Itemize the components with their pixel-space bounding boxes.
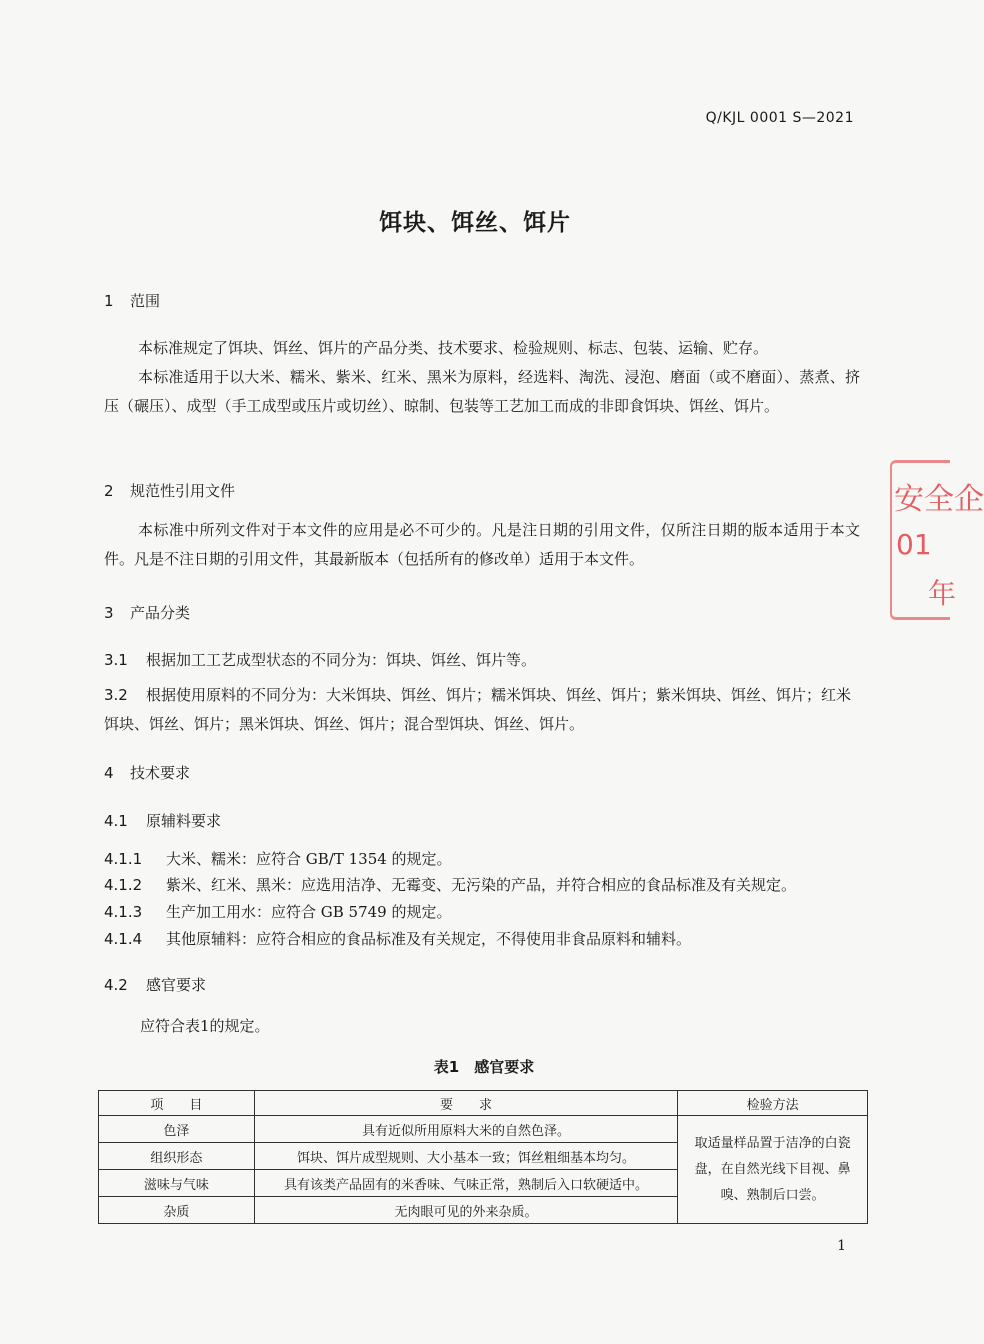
- table-cell-method: 取适量样品置于洁净的白瓷盘，在自然光线下目视、鼻嗅、熟制后口尝。: [678, 1116, 868, 1224]
- section-1-heading: [104, 290, 160, 311]
- standard-code: Q/KJL 0001 S—2021: [705, 110, 854, 126]
- clause-4-1-3: [104, 898, 864, 927]
- stamp-text: 01: [896, 528, 932, 561]
- section-title: 技术要求: [130, 764, 191, 782]
- section-title: 范围: [130, 292, 161, 310]
- clause-4-1-2: [104, 871, 864, 900]
- clause-number: 3.1: [104, 651, 128, 669]
- section-title: 原辅料要求: [146, 812, 222, 830]
- table-cell-requirement: 具有近似所用原料大米的自然色泽。: [254, 1116, 677, 1143]
- document-title: 饵块、饵丝、饵片: [379, 210, 571, 236]
- table-cell-requirement: 无肉眼可见的外来杂质。: [254, 1197, 677, 1224]
- clause-4-1-4: [104, 925, 864, 954]
- table-header-row: [99, 1091, 868, 1116]
- page-number: 1: [837, 1238, 846, 1254]
- table-cell-requirement: 饵块、饵片成型规则、大小基本一致；饵丝粗细基本均匀。: [254, 1143, 677, 1170]
- section-number: 4.2: [104, 976, 128, 994]
- red-stamp: [890, 460, 984, 620]
- clause-4-1-1: [104, 845, 864, 874]
- clause-number: 4.1.4: [104, 930, 143, 948]
- stamp-text: 安全企: [894, 482, 984, 517]
- clause-text: 根据加工工艺成型状态的不同分为：饵块、饵丝、饵片等。: [146, 651, 537, 669]
- section-4-2-heading: [104, 974, 206, 995]
- table-row: [99, 1116, 868, 1143]
- section-title: 产品分类: [130, 604, 191, 622]
- section-2-heading: [104, 480, 235, 501]
- paragraph: 本标准适用于以大米、糯米、紫米、红米、黑米为原料，经选料、淘洗、浸泡、磨面（或不磨面）、蒸煮、挤压（碾压）、成型（手工成型或压片或切丝）、晾制、包装等工艺加工而成的非即食饵块、饵丝、饵片。: [104, 368, 860, 415]
- clause-text: 大米、糯米：应符合 GB/T 1354 的规定。: [166, 850, 452, 868]
- table-caption: 表1 感官要求: [433, 1058, 535, 1076]
- clause-number: 4.1.3: [104, 903, 143, 921]
- table-cell-item: 杂质: [99, 1197, 255, 1224]
- table-cell-item: 组织形态: [99, 1143, 255, 1170]
- table-header-cell: 项 目: [99, 1091, 255, 1116]
- paragraph: 本标准规定了饵块、饵丝、饵片的产品分类、技术要求、检验规则、标志、包装、运输、贮存。: [138, 339, 769, 357]
- section-3-heading: [104, 602, 190, 623]
- table-cell-item: 滋味与气味: [99, 1170, 255, 1197]
- clause-number: 3.2: [104, 686, 128, 704]
- table-cell-item: 色泽: [99, 1116, 255, 1143]
- section-4-1-heading: [104, 810, 221, 831]
- table-header-cell: 检验方法: [678, 1091, 868, 1116]
- clause-text: 生产加工用水：应符合 GB 5749 的规定。: [166, 903, 452, 921]
- section-number: 4: [104, 764, 114, 782]
- clause-3-1: [104, 646, 864, 675]
- clause-text: 其他原辅料：应符合相应的食品标准及有关规定，不得使用非食品原料和辅料。: [166, 930, 692, 948]
- table-header-cell: 要 求: [254, 1091, 677, 1116]
- section-number: 4.1: [104, 812, 128, 830]
- clause-text: 紫米、红米、黑米：应选用洁净、无霉变、无污染的产品，并符合相应的食品标准及有关规定。: [166, 876, 797, 894]
- paragraph: 应符合表1的规定。: [140, 1017, 270, 1035]
- section-title: 规范性引用文件: [130, 482, 236, 500]
- section-4-heading: [104, 762, 190, 783]
- clause-number: 4.1.1: [104, 850, 143, 868]
- section-number: 3: [104, 604, 114, 622]
- section-number: 2: [104, 482, 114, 500]
- clause-3-2: [104, 681, 864, 739]
- table-cell-requirement: 具有该类产品固有的米香味、气味正常，熟制后入口软硬适中。: [254, 1170, 677, 1197]
- stamp-text: 年: [928, 577, 957, 610]
- section-title: 感官要求: [146, 976, 207, 994]
- paragraph: 本标准中所列文件对于本文件的应用是必不可少的。凡是注日期的引用文件，仅所注日期的版本适用于本文件。凡是不注日期的引用文件，其最新版本（包括所有的修改单）适用于本文件。: [104, 521, 860, 568]
- clause-number: 4.1.2: [104, 876, 143, 894]
- section-number: 1: [104, 292, 114, 310]
- sensory-requirements-table: [98, 1090, 868, 1224]
- clause-text: 根据使用原料的不同分为：大米饵块、饵丝、饵片；糯米饵块、饵丝、饵片；紫米饵块、饵丝、饵片；红米饵块、饵丝、饵片；黑米饵块、饵丝、饵片；混合型饵块、饵丝、饵片。: [104, 686, 852, 733]
